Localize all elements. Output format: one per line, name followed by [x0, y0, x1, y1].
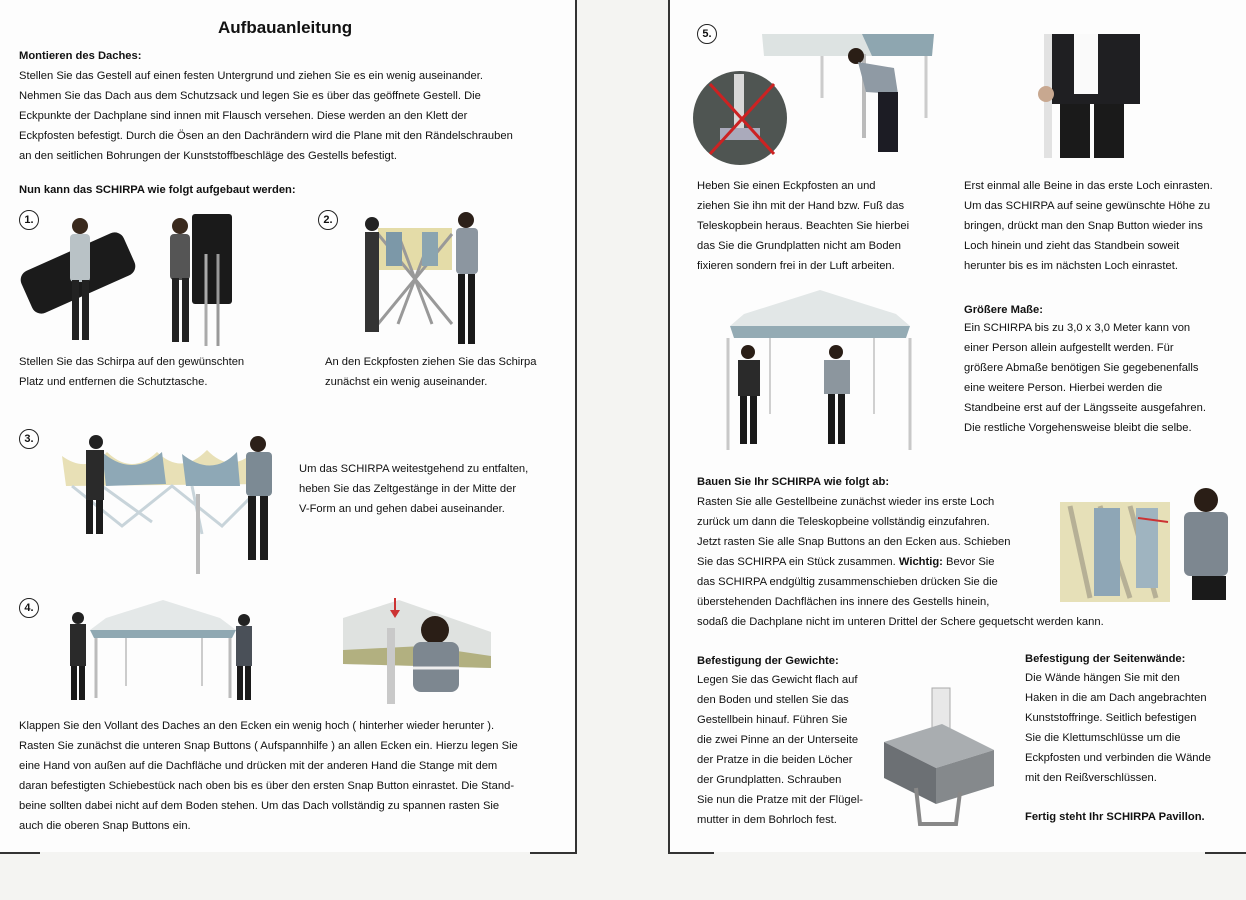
wand-line-6: mit den Reißverschlüssen. [1025, 772, 1157, 784]
mass-line-3: größere Abmaße benötigen Sie gegebenenfalls [964, 362, 1199, 374]
gew-line-1: Legen Sie das Gewicht flach auf [697, 674, 858, 686]
mass-line-6: Die restliche Vorgehensweise bleibt die selbe. [964, 422, 1192, 434]
step-number-3: 3. [19, 429, 39, 449]
step5-col1-line-3: Teleskopbein heraus. Beachten Sie hierbei [697, 220, 910, 232]
heading-side-walls: Befestigung der Seitenwände: [1025, 653, 1186, 665]
mass-line-2: einer Person allein aufgestellt werden. Für [964, 342, 1174, 354]
step5-col1-line-4: das Sie die Grundplatten nicht am Boden [697, 240, 901, 252]
heading-larger-sizes: Größere Maße: [964, 304, 1043, 316]
heading-weights: Befestigung der Gewichte: [697, 655, 839, 667]
photo-tent-raised [66, 600, 260, 702]
roof-line-5: an den seitlichen Bohrungen der Kunststoffbeschläge des Gestells befestigt. [19, 150, 397, 162]
photo-pulling-frame [362, 214, 488, 348]
abbau-line-5: das SCHIRPA endgültig zusammenschieben drücken Sie die [697, 576, 998, 588]
step-number-2: 2. [318, 210, 338, 230]
mass-line-4: eine weitere Person. Hierbei werden die [964, 382, 1163, 394]
gew-line-5: der Pratze in die beiden Löcher [697, 754, 853, 766]
roof-line-4: Eckpfosten befestigt. Durch die Ösen an den Dachrändern wird die Plane mit den Rändelschrauben [19, 130, 513, 142]
step3-caption-1: Um das SCHIRPA weitestgehend zu entfalten, [299, 463, 529, 475]
gew-line-8: mutter in dem Bohrloch fest. [697, 814, 837, 826]
step2-caption-2: zunächst ein wenig auseinander. [325, 376, 488, 388]
roof-line-2: Nehmen Sie das Dach aus dem Schutzsack und legen Sie es über das geöffnete Gestell. Die [19, 90, 481, 102]
roof-line-1: Stellen Sie das Gestell auf einen festen Untergrund und ziehen Sie es ein wenig auseinander. [19, 70, 483, 82]
step3-caption-3: V-Form an und gehen dabei auseinander. [299, 503, 505, 515]
gew-line-3: Gestellbein hinauf. Führen Sie [697, 714, 848, 726]
abbau-line-6: überstehenden Dachflächen ins innere des Gestells hinein, [697, 596, 990, 608]
abbau-line-4 [697, 552, 995, 572]
step5-col1-line-1: Heben Sie einen Eckpfosten an und [697, 180, 876, 192]
bottom-line-5: beine sollten dabei nicht auf dem Boden stehen. Um das Dach vollständig zu spannen rasten Sie [19, 800, 500, 812]
step5-col2-line-2: Um das SCHIRPA auf seine gewünschte Höhe zu [964, 200, 1211, 212]
step-number-5: 5. [697, 24, 717, 44]
abbau-line-3: Jetzt rasten Sie alle Snap Buttons an den Ecken aus. Schieben [697, 536, 1011, 548]
bottom-line-6: auch die oberen Snap Buttons ein. [19, 820, 191, 832]
gew-line-7: Sie nun die Pratze mit der Flügel- [697, 794, 864, 806]
step-number-1: 1. [19, 210, 39, 230]
photo-unfolding-frame [62, 434, 280, 576]
right-footer-rule-a [668, 852, 714, 854]
bottom-line-3: eine Hand von außen auf die Dachfläche und drücken mit der anderen Hand die Stange mit dem [19, 760, 498, 772]
final-statement: Fertig steht Ihr SCHIRPA Pavillon. [1025, 811, 1205, 823]
right-page [668, 0, 1246, 852]
photo-weight-plate [876, 688, 996, 830]
wand-line-3: Kunststoffringe. Seitlich befestigen [1025, 712, 1197, 724]
step5-col2-line-4: Loch hinein und zieht das Standbein soweit [964, 240, 1180, 252]
gew-line-4: die zwei Pinne an der Unterseite [697, 734, 859, 746]
mass-line-1: Ein SCHIRPA bis zu 3,0 x 3,0 Meter kann von [964, 322, 1191, 334]
step1-caption-2: Platz und entfernen die Schutztasche. [19, 376, 208, 388]
wand-line-2: Haken in die am Dach angebrachten [1025, 692, 1207, 704]
abbau-line-2: zurück um dann die Teleskopbeine vollständig einzufahren. [697, 516, 990, 528]
step5-col2-line-5: herunter bis es im nächsten Loch einrastet. [964, 260, 1178, 272]
step3-caption-2: heben Sie das Zeltgestänge in der Mitte der [299, 483, 517, 495]
wand-line-5: Eckpfosten und verbinden die Wände [1025, 752, 1211, 764]
roof-line-3: Eckpunkte der Dachplane sind innen mit Flausch versehen. Diese werden an den Klett der [19, 110, 468, 122]
gew-line-6: der Grundplatten. Schrauben [697, 774, 842, 786]
bottom-line-4: daran befestigten Schiebestück nach oben bis es über den ersten Snap Button einrastet. Die Stand- [19, 780, 515, 792]
abbau-line-4-rest: Bevor Sie [942, 556, 995, 568]
abbau-line-7: sodaß die Dachplane nicht im unteren Drittel der Schere gequetscht werden kann. [697, 616, 1104, 628]
photo-snap-button-detail [343, 598, 491, 704]
right-footer-rule-b [1205, 852, 1246, 854]
photo-person-with-bag [22, 214, 242, 350]
bottom-line-1: Klappen Sie den Vollant des Daches an den Ecken ein wenig hoch ( hinterher wieder herunter ). [19, 720, 495, 732]
photo-folding-tent [1060, 482, 1230, 602]
wand-line-4: Sie die Klettumschlüsse um die [1025, 732, 1181, 744]
step-number-4: 4. [19, 598, 39, 618]
abbau-line-4-text: Sie das SCHIRPA ein Stück zusammen. [697, 556, 899, 568]
wand-line-1: Die Wände hängen Sie mit den [1025, 672, 1180, 684]
heading-dismantle: Bauen Sie Ihr SCHIRPA wie folgt ab: [697, 476, 890, 488]
step5-col1-line-2: ziehen Sie ihn mit der Hand bzw. Fuß das [697, 200, 905, 212]
section-heading-roof: Montieren des Daches: [19, 50, 142, 62]
photo-telescopic-leg [1034, 34, 1146, 158]
abbau-line-1: Rasten Sie alle Gestellbeine zunächst wieder ins erste Loch [697, 496, 995, 508]
step2-caption-1: An den Eckpfosten ziehen Sie das Schirpa [325, 356, 537, 368]
gew-line-2: den Boden und stellen Sie das [697, 694, 849, 706]
left-footer-rule-a [0, 852, 40, 854]
bottom-line-2: Rasten Sie zunächst die unteren Snap Buttons ( Aufspannhilfe ) an allen Ecken ein. Hierzu legen Sie [19, 740, 518, 752]
left-footer-rule-b [530, 852, 577, 854]
page-title: Aufbauanleitung [218, 18, 353, 37]
step5-col2-line-1: Erst einmal alle Beine in das erste Loch einrasten. [964, 180, 1213, 192]
important-label: Wichtig: [898, 556, 943, 568]
photo-lifting-corner-post [762, 34, 936, 158]
photo-tent-with-two-people [724, 290, 916, 452]
step5-col2-line-3: bringen, drückt man den Snap Button wieder ins [964, 220, 1203, 232]
section-heading-assembly: Nun kann das SCHIRPA wie folgt aufgebaut werden: [19, 184, 296, 196]
left-page [0, 0, 577, 852]
step1-caption-1: Stellen Sie das Schirpa auf den gewünschten [19, 356, 245, 368]
step5-col1-line-5: fixieren sondern frei in der Luft arbeiten. [697, 260, 895, 272]
mass-line-5: Standbeine erst auf der Längsseite ausgefahren. [964, 402, 1206, 414]
